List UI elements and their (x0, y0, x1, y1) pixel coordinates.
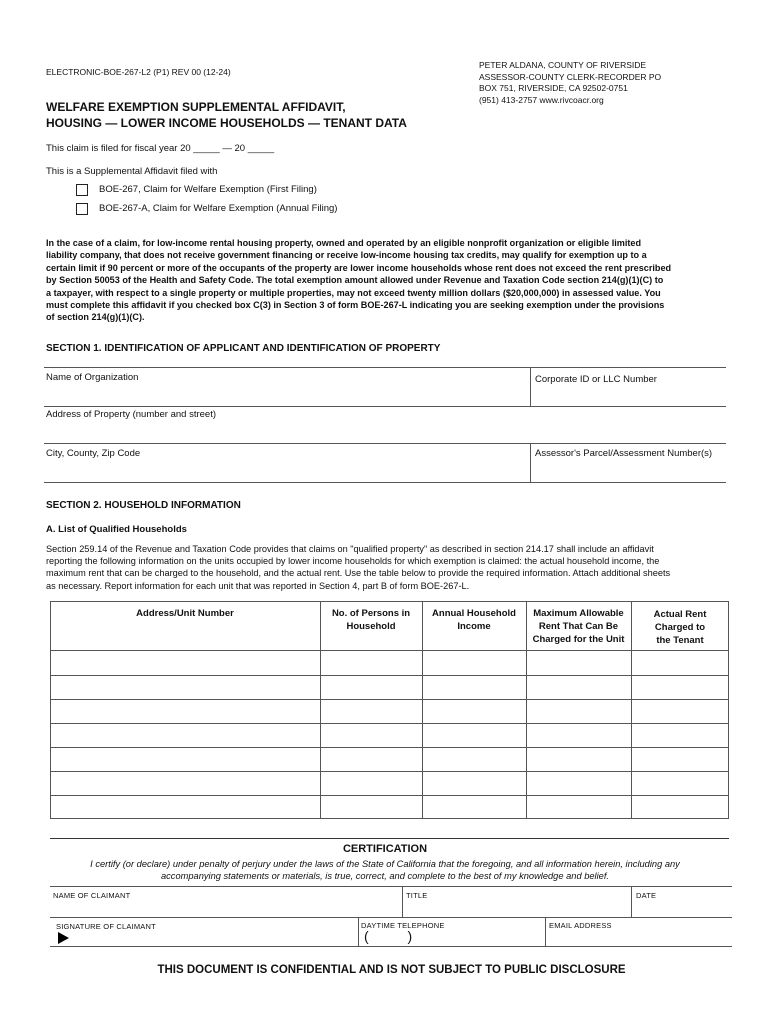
notice-line: of section 214(g)(1)(C). (46, 312, 145, 323)
col-header-address (50, 607, 320, 620)
assessor-line: BOX 751, RIVERSIDE, CA 92502-0751 (479, 83, 628, 93)
date-field[interactable] (632, 887, 732, 917)
signature-field[interactable] (50, 918, 358, 946)
confidential-notice: THIS DOCUMENT IS CONFIDENTIAL AND IS NOT SUBJECT TO PUBLIC DISCLOSURE (157, 964, 626, 976)
col-header-text: Address/Unit Number (136, 608, 234, 619)
parcel-number-label: Assessor's Parcel/Assessment Number(s) (535, 448, 713, 459)
certification-line: accompanying statements or materials, is true, correct, and complete to the best of my knowledge and belief. (160, 871, 610, 881)
notice-line: certain limit if 90 percent or more of the occupants of the property are lower income households whose rent does not exceed the rent prescribed (46, 262, 672, 273)
boe-267-label: BOE-267, Claim for Welfare Exemption (First Filing) (99, 184, 317, 195)
boe-267-a-label: BOE-267-A, Claim for Welfare Exemption (Annual Filing) (99, 203, 338, 214)
col-header-text: Household (346, 621, 396, 632)
title-field[interactable] (403, 887, 631, 917)
paragraph-line: as necessary. Report information for each unit that was reported in Section 4, part B of form BOE-267-L. (46, 580, 470, 591)
section1-heading: SECTION 1. IDENTIFICATION OF APPLICANT AND IDENTIFICATION OF PROPERTY (46, 343, 441, 354)
assessor-address (479, 60, 661, 106)
date-label: DATE (636, 891, 657, 900)
section2-paragraph (46, 543, 736, 592)
certification-line: I certify (or declare) under penalty of perjury under the laws of the State of California that the foregoing, and all information herein, including any (90, 859, 680, 869)
paragraph-line: reporting the following information on the units occupied by lower income households for which exemption is claimed: the actual household income, the (46, 556, 660, 567)
notice-line: must complete this affidavit if you checked box C(3) in Section 3 of form BOE-267-L indicating you are seeking exemption under the provisions (46, 300, 665, 311)
assessor-line: (951) 413-2757 www.rivcoacr.org (479, 94, 604, 105)
paragraph-line: Section 259.14 of the Revenue and Taxation Code provides that claims on "qualified property" as described in section 214.17 shall include an affidavit (46, 544, 654, 554)
phone-label: DAYTIME TELEPHONE (361, 921, 445, 930)
notice-line: In the case of a claim, for low-income rental housing property, owned and operated by an eligible nonprofit organization or eligible limited (46, 238, 642, 248)
notice-line: by Section 50053 of the Health and Safety Code. The total exemption amount allowed under Revenue and Taxation Code section 214(g)(1)(C) to (46, 275, 664, 286)
col-header-max-rent (526, 607, 631, 646)
table-row[interactable] (51, 796, 728, 818)
table-row[interactable] (51, 700, 728, 723)
phone-area-code: ( ) (364, 928, 413, 944)
property-address-field[interactable] (44, 407, 726, 443)
phone-field[interactable] (359, 918, 545, 946)
col-header-actual-rent (631, 608, 729, 647)
claimant-name-field[interactable] (50, 887, 402, 917)
assessor-line: PETER ALDANA, COUNTY OF RIVERSIDE (479, 60, 647, 70)
org-name-field[interactable] (44, 368, 530, 406)
city-county-zip-label: City, County, Zip Code (46, 448, 141, 459)
col-header-text: Annual Household (432, 608, 516, 619)
paragraph-line: maximum rent that can be charged to the household, and the actual rent. Use the table below to provide the required information. Attach additional sheets (46, 568, 671, 579)
col-header-text: Charged for the Unit (532, 634, 625, 645)
col-header-text: Maximum Allowable (533, 608, 624, 619)
boe-267-a-checkbox[interactable] (76, 203, 88, 215)
form-id: ELECTRONIC-BOE-267-L2 (P1) REV 00 (12-24) (46, 67, 231, 77)
certification-statement (40, 858, 730, 882)
claimant-name-label: NAME OF CLAIMANT (53, 891, 131, 900)
section2-subheading: A. List of Qualified Households (46, 524, 187, 535)
title-line-2: HOUSING — LOWER INCOME HOUSEHOLDS — TENANT DATA (46, 116, 407, 130)
col-header-text: the Tenant (656, 635, 704, 646)
col-header-income (422, 607, 526, 633)
notice-line: liability company, that does not receive government financing or receive low-income housing tax credits, may qualify for exemption up to a (46, 250, 647, 261)
property-address-label: Address of Property (number and street) (46, 409, 217, 420)
table-row[interactable] (51, 748, 728, 771)
email-field[interactable] (546, 918, 732, 946)
exemption-notice (46, 237, 726, 324)
boe-267-checkbox[interactable] (76, 184, 88, 196)
corporate-id-label: Corporate ID or LLC Number (535, 374, 657, 385)
table-row[interactable] (51, 772, 728, 795)
signature-label: SIGNATURE OF CLAIMANT (56, 922, 156, 931)
corporate-id-field[interactable] (531, 368, 726, 406)
col-header-text: Rent That Can Be (538, 621, 619, 632)
col-header-persons (320, 607, 422, 633)
page-title (46, 99, 407, 131)
title-line-1: WELFARE EXEMPTION SUPPLEMENTAL AFFIDAVIT, (46, 100, 346, 114)
col-header-text: No. of Persons in (331, 608, 411, 619)
city-county-zip-field[interactable] (44, 444, 530, 482)
col-header-text: Income (457, 621, 491, 632)
section2-heading: SECTION 2. HOUSEHOLD INFORMATION (46, 500, 241, 511)
supplemental-line: This is a Supplemental Affidavit filed with (46, 166, 218, 177)
fiscal-year-line: This claim is filed for fiscal year 20 _____ — 20 _____ (46, 143, 275, 154)
title-label: TITLE (406, 891, 428, 900)
email-label: EMAIL ADDRESS (549, 921, 612, 930)
certification-heading: CERTIFICATION (342, 843, 428, 855)
table-row[interactable] (51, 724, 728, 747)
org-name-label: Name of Organization (46, 372, 139, 383)
notice-line: a taxpayer, with respect to a single property or multiple properties, may not exceed twenty million dollars ($20,000,000) in assessed value. You (46, 287, 661, 298)
assessor-line: ASSESSOR-COUNTY CLERK-RECORDER PO (479, 71, 662, 82)
parcel-number-field[interactable] (531, 444, 726, 482)
col-header-text: Charged to (654, 622, 706, 633)
table-row[interactable] (51, 651, 728, 675)
table-row[interactable] (51, 676, 728, 699)
col-header-text: Actual Rent (653, 609, 707, 620)
